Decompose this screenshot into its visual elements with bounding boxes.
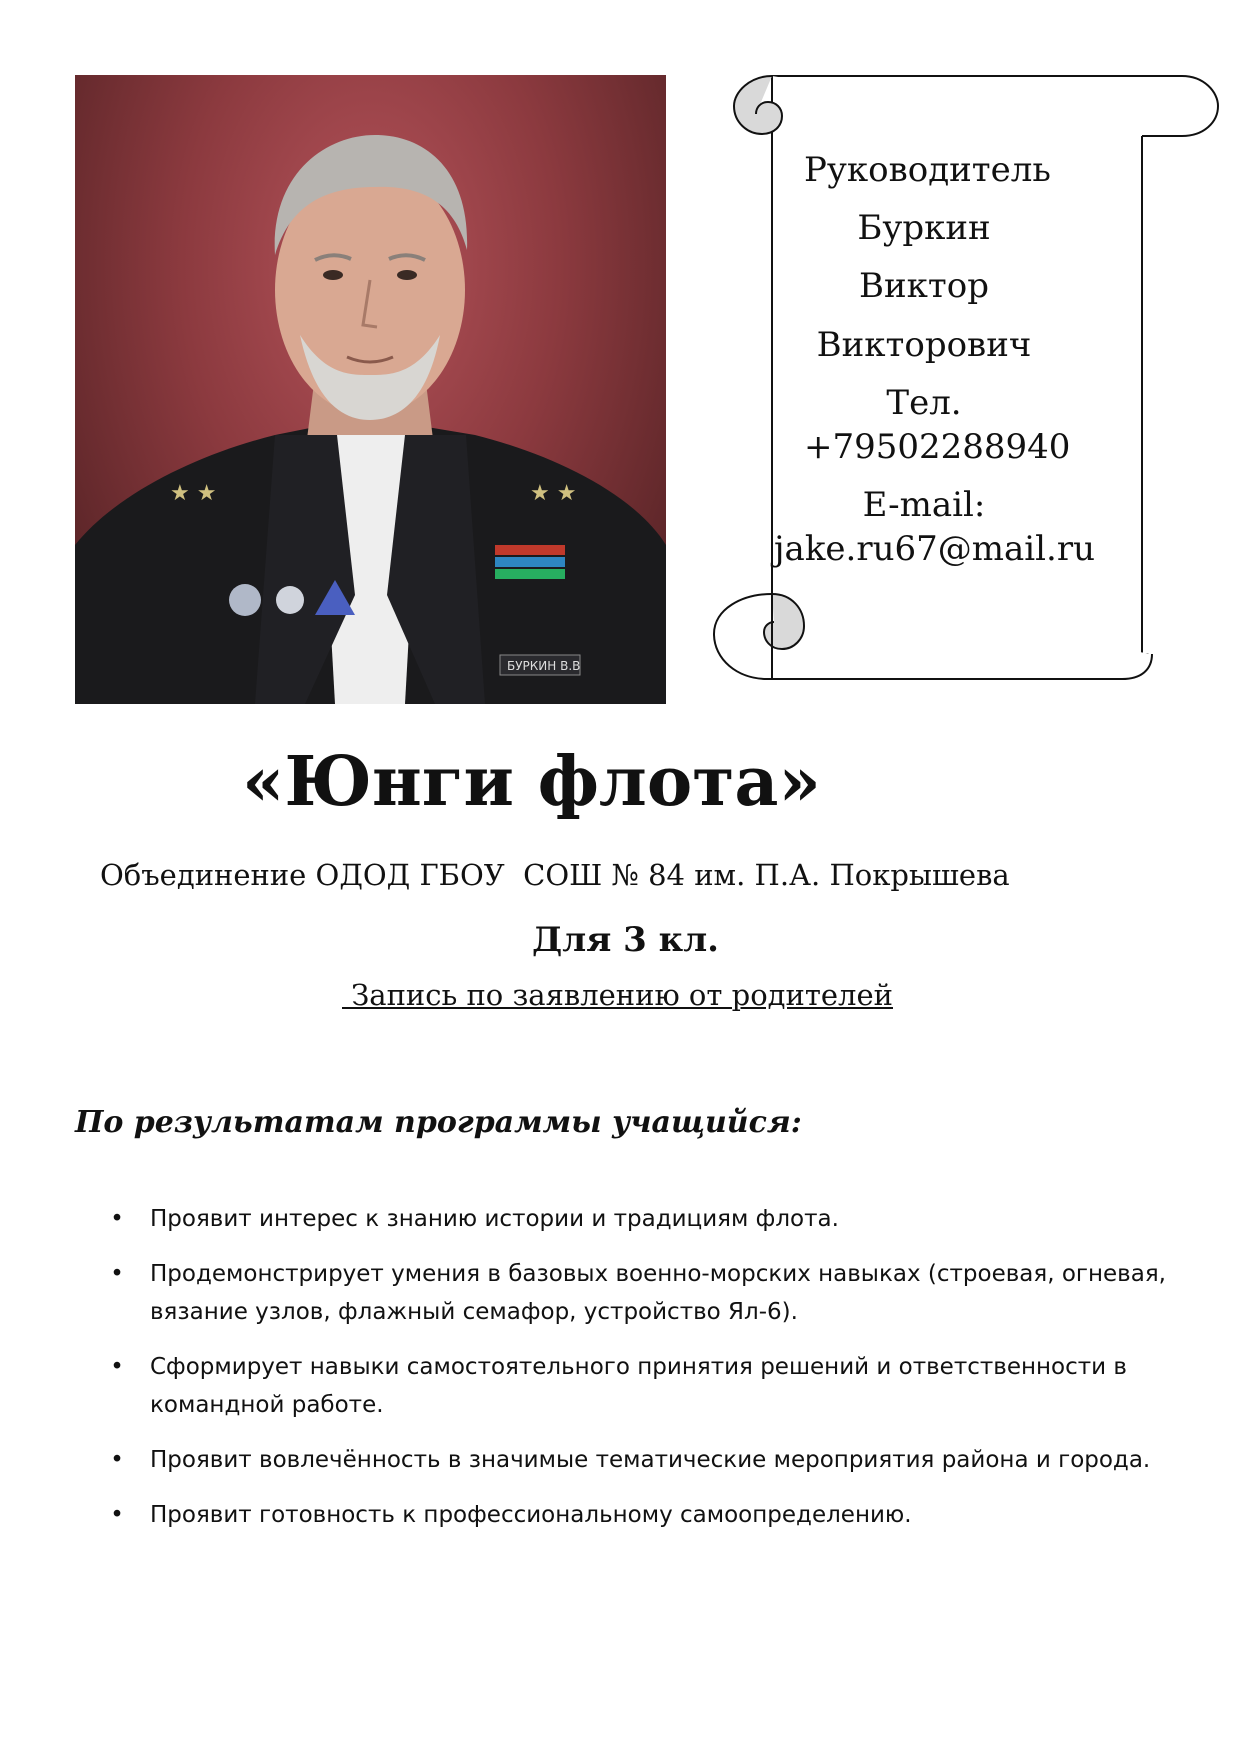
organization-line: Объединение ОДОД ГБОУ СОШ № 84 им. П.А. Покрышева: [100, 858, 1010, 892]
svg-text:★ ★: ★ ★: [530, 481, 577, 506]
results-list: [110, 1200, 1170, 1551]
bullet-icon: •: [110, 1261, 124, 1287]
portrait-illustration: [75, 75, 666, 704]
contact-surname: Буркин: [857, 208, 991, 249]
contact-role: Руководитель: [804, 150, 1051, 190]
contact-first-name: Виктор: [859, 266, 989, 307]
list-item-text: Проявит вовлечённость в значимые тематические мероприятия района и города.: [150, 1447, 1151, 1473]
svg-text:★ ★: ★ ★: [170, 481, 217, 506]
list-item-text: Продемонстрирует умения в базовых военно-морских навыках (строевая, огневая, вязание узлов, флажный семафор, устройство Ял-6).: [150, 1261, 1166, 1325]
page-title: «Юнги флота»: [242, 742, 821, 822]
bullet-icon: •: [110, 1502, 124, 1528]
svg-text:БУРКИН В.В: БУРКИН В.В: [507, 659, 581, 673]
bullet-icon: •: [110, 1354, 124, 1380]
email-address[interactable]: jake.ru67@mail.ru: [774, 529, 1095, 570]
grade-line: Для 3 кл.: [532, 920, 720, 960]
contact-info: [774, 148, 1095, 572]
list-item: [110, 1496, 1170, 1534]
list-item: [110, 1348, 1170, 1424]
phone-label: Тел.: [886, 382, 962, 423]
list-item-text: Сформирует навыки самостоятельного принятия решений и ответственности в командной работе.: [150, 1354, 1127, 1418]
list-item-text: Проявит готовность к профессиональному самоопределению.: [150, 1502, 912, 1528]
results-heading: По результатам программы учащийся:: [75, 1105, 802, 1140]
bullet-icon: •: [110, 1447, 124, 1473]
bullet-icon: •: [110, 1206, 124, 1232]
portrait-photo: [75, 75, 666, 704]
list-item: [110, 1200, 1170, 1238]
enrollment-note: Запись по заявлению от родителей: [342, 978, 893, 1012]
phone-number[interactable]: +79502288940: [804, 426, 1071, 467]
list-item: [110, 1255, 1170, 1331]
contact-scroll: [712, 74, 1222, 692]
list-item-text: Проявит интерес к знанию истории и традициям флота.: [150, 1206, 839, 1232]
email-label: E-mail:: [862, 485, 986, 526]
list-item: [110, 1441, 1170, 1479]
contact-patronymic: Викторович: [816, 324, 1032, 365]
